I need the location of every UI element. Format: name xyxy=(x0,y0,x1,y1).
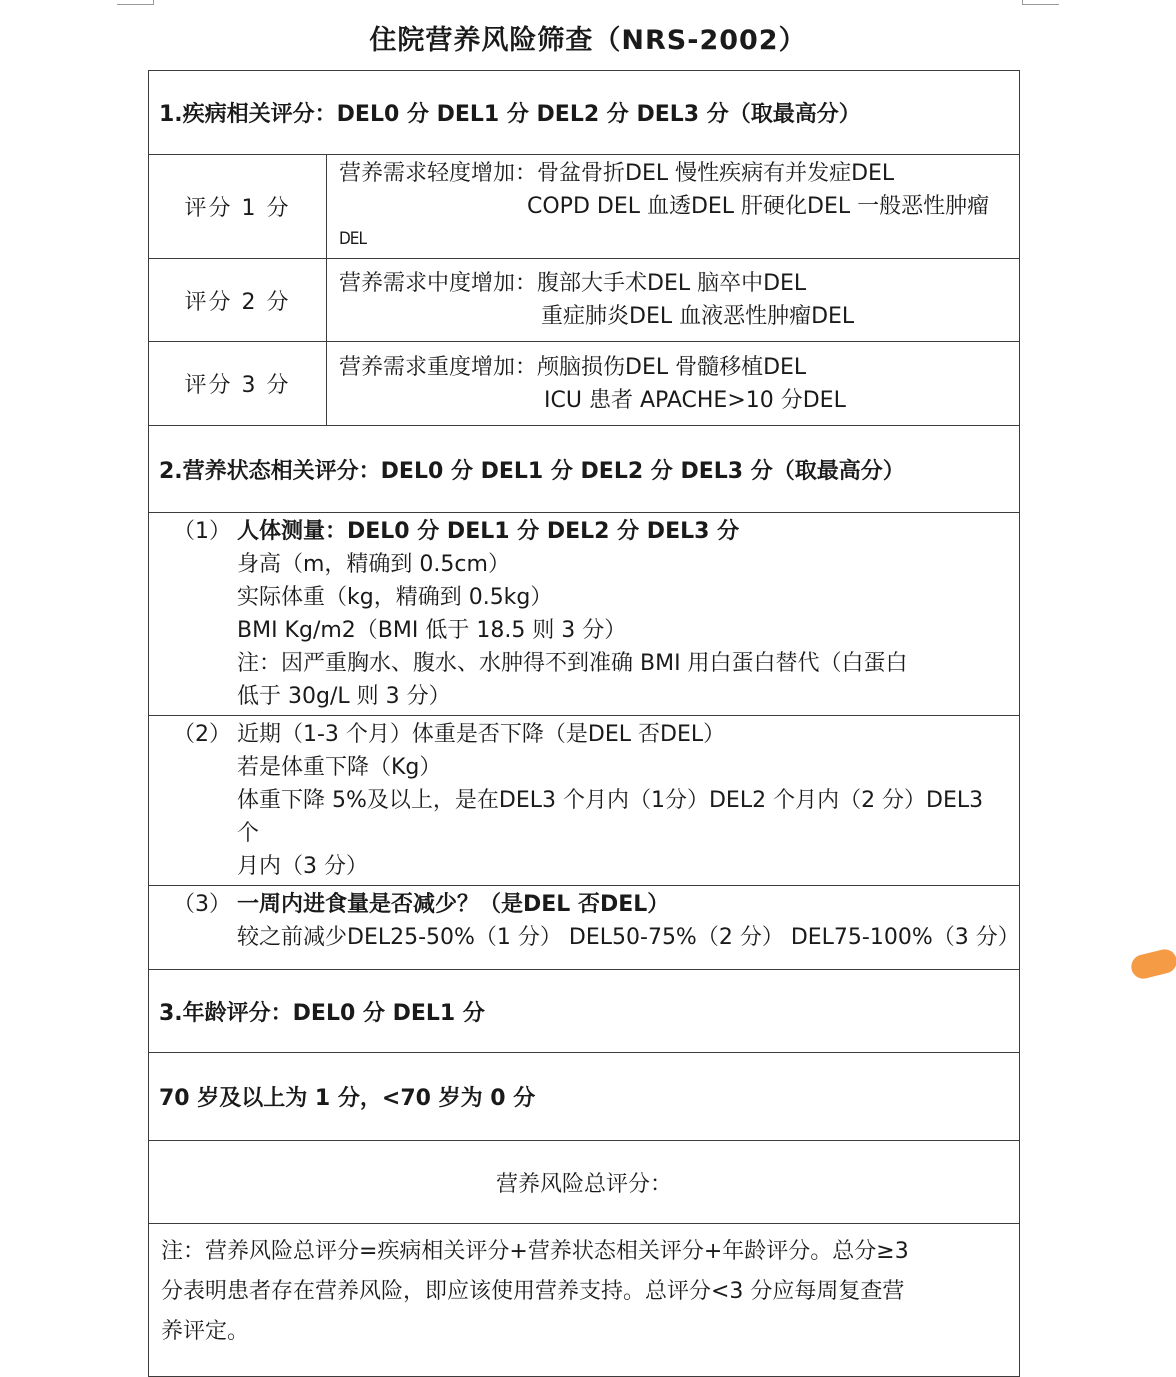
section1-heading-row xyxy=(149,71,1020,155)
section2-item2 xyxy=(149,716,1020,886)
item2-number: （2） xyxy=(173,722,231,747)
item1-line-3: 实际体重（kg，精确到 0.5kg） xyxy=(237,585,553,610)
section3-heading-row xyxy=(149,970,1020,1053)
item1-line-6: 低于 30g/L 则 3 分） xyxy=(237,684,451,709)
section2-heading: 2.营养状态相关评分：DEL0 分 DEL1 分 DEL2 分 DEL3 分（取最高分） xyxy=(149,426,1020,513)
section2-item1-row xyxy=(149,513,1020,716)
nrs-form-table xyxy=(148,70,1020,1377)
item1-line-5: 注：因严重胸水、腹水、水肿得不到准确 BMI 用白蛋白替代（白蛋白 xyxy=(237,651,908,676)
item2-line-1: 近期（1-3 个月）体重是否下降（是DEL 否DEL） xyxy=(237,722,726,747)
note-row xyxy=(149,1224,1020,1377)
section2-item1 xyxy=(149,513,1020,716)
age-rule-row xyxy=(149,1053,1020,1141)
item1-line-2: 身高（m，精确到 0.5cm） xyxy=(237,552,510,577)
score3-label: 评分 3 分 xyxy=(149,342,327,426)
score1-line-2: COPD DEL 血透DEL 肝硬化DEL 一般恶性肿瘤 xyxy=(527,194,990,219)
item2-line-2: 若是体重下降（Kg） xyxy=(237,755,442,780)
score2-line-2: 重症肺炎DEL 血液恶性肿瘤DEL xyxy=(541,304,855,329)
crop-mark-left xyxy=(117,0,154,5)
item2-line-3: 体重下降 5%及以上，是在DEL3 个月内（1分）DEL2 个月内（2 分）DEL3 个 xyxy=(237,788,984,846)
section2-item2-row xyxy=(149,716,1020,886)
score1-row xyxy=(149,155,1020,259)
score3-line-1: 营养需求重度增加：颅脑损伤DEL 骨髓移植DEL xyxy=(339,354,807,380)
item2-line-4: 月内（3 分） xyxy=(237,854,368,879)
score2-label: 评分 2 分 xyxy=(149,259,327,342)
score1-label: 评分 1 分 xyxy=(149,155,327,259)
document-title: 住院营养风险筛查（NRS-2002） xyxy=(369,25,807,56)
section2-item3 xyxy=(149,886,1020,970)
score3-row xyxy=(149,342,1020,426)
score3-description xyxy=(327,342,1020,426)
item3-number: （3） xyxy=(173,892,231,917)
item1-line-1: 人体测量：DEL0 分 DEL1 分 DEL2 分 DEL3 分 xyxy=(237,519,740,544)
item3-line-1: 一周内进食量是否减少？（是DEL 否DEL） xyxy=(237,892,670,917)
note-line-2: 分表明患者存在营养风险，即应该使用营养支持。总评分<3 分应每周复查营 xyxy=(161,1279,905,1304)
total-score-label: 营养风险总评分： xyxy=(149,1141,1020,1224)
section1-heading: 1.疾病相关评分：DEL0 分 DEL1 分 DEL2 分 DEL3 分（取最高分） xyxy=(149,71,1020,155)
note-cell xyxy=(149,1224,1020,1377)
score2-row xyxy=(149,259,1020,342)
total-score-row xyxy=(149,1141,1020,1224)
section2-item3-row xyxy=(149,886,1020,970)
item1-line-4: BMI Kg/m2（BMI 低于 18.5 则 3 分） xyxy=(237,618,627,643)
item1-number: （1） xyxy=(173,519,231,544)
score1-description xyxy=(327,155,1020,259)
age-rule: 70 岁及以上为 1 分，<70 岁为 0 分 xyxy=(149,1053,1020,1141)
note-line-1: 注：营养风险总评分=疾病相关评分+营养状态相关评分+年龄评分。总分≥3 xyxy=(161,1239,909,1264)
crop-mark-right xyxy=(1022,0,1059,5)
note-line-3: 养评定。 xyxy=(161,1319,250,1344)
score1-line-3: DEL xyxy=(339,229,366,249)
score2-line-1: 营养需求中度增加：腹部大手术DEL 脑卒中DEL xyxy=(339,271,807,296)
item3-line-2: 较之前减少DEL25-50%（1 分） DEL50-75%（2 分） DEL75-100%（3 分） xyxy=(237,925,1020,950)
section3-heading: 3.年龄评分：DEL0 分 DEL1 分 xyxy=(149,970,1020,1053)
orange-highlight-mark xyxy=(1129,947,1176,981)
score3-line-2: ICU 患者 APACHE>10 分DEL xyxy=(544,387,846,413)
score1-line-1: 营养需求轻度增加：骨盆骨折DEL 慢性疾病有并发症DEL xyxy=(339,161,895,186)
score2-description xyxy=(327,259,1020,342)
section2-heading-row xyxy=(149,426,1020,513)
